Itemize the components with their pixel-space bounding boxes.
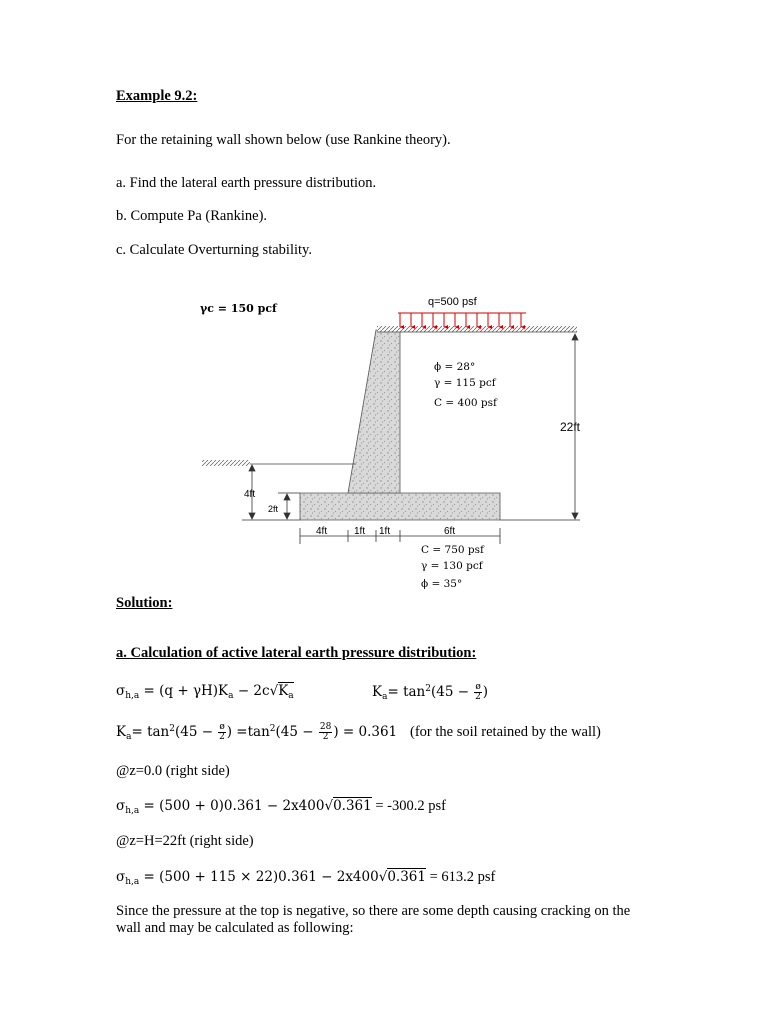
surcharge-label: q=500 psf (428, 296, 477, 308)
section-a-heading: a. Calculation of active lateral earth pressure distribution: (116, 645, 477, 661)
foundation-phi: ϕ = 35° (421, 578, 463, 590)
intro-text: For the retaining wall shown below (use Rankine theory). (116, 132, 451, 148)
wall-base (300, 493, 500, 520)
front-soil-surface (202, 460, 250, 466)
retained-c: C = 400 psf (434, 397, 497, 409)
equation-ka-definition: $K_a= \tan^2(45$ − $\frac{ø}{2}$ ) (372, 682, 489, 702)
example-title: Example 9.2: (116, 88, 198, 104)
part-b: b. Compute Pa (Rankine). (116, 208, 268, 224)
bottom-dimensions (300, 528, 500, 544)
surcharge-arrows (400, 313, 521, 327)
front-depth-label: 4ft (244, 489, 256, 500)
gamma-c-label: γc = 150 pcf (200, 302, 277, 315)
equation-ka-value: $K_a= \tan^2(45$ − $\frac{ø}{2}$ ) $=\tan^2(45$ − $\frac{28}{2}$ ) = 0.361 (for the soil retained by the wall) (116, 722, 601, 742)
equation-sigma-bottom: $\sigma_{h,a} = (500 + 115 \times 22)0.361 - 2x400√0.361 = 613.2$ psf (116, 869, 496, 887)
retained-gamma: γ = 115 pcf (434, 377, 496, 389)
base-thickness-label: 2ft (268, 504, 279, 514)
part-c: c. Calculate Overturning stability. (116, 242, 312, 258)
equation-sigma-general: $\sigma_{h,a} = (q + \gamma H)K_a - 2c√K_a$ (116, 683, 294, 701)
dim-6ft: 6ft (444, 526, 456, 537)
zH-label: @z=H=22ft (right side) (116, 833, 254, 849)
equation-sigma-top: $\sigma_{h,a} = (500 + 0)0.361 - 2x400√0.361 = -300.2$ psf (116, 798, 446, 816)
part-a: a. Find the lateral earth pressure distribution. (116, 175, 377, 191)
dim-1ft-a: 1ft (354, 526, 366, 537)
retaining-wall-diagram (190, 290, 590, 595)
dim-1ft-b: 1ft (379, 526, 391, 537)
height-label: 22ft (560, 420, 581, 434)
dim-4ft: 4ft (316, 526, 328, 537)
foundation-c: C = 750 psf (421, 544, 484, 556)
solution-heading: Solution: (116, 595, 173, 611)
closing-paragraph: Since the pressure at the top is negative, so there are some depth causing cracking on the wall and may be calculated as following: (116, 903, 631, 936)
retained-phi: ϕ = 28° (434, 361, 476, 373)
foundation-gamma: γ = 130 pcf (421, 560, 483, 572)
z0-label: @z=0.0 (right side) (116, 763, 230, 779)
wall-stem (348, 330, 400, 493)
